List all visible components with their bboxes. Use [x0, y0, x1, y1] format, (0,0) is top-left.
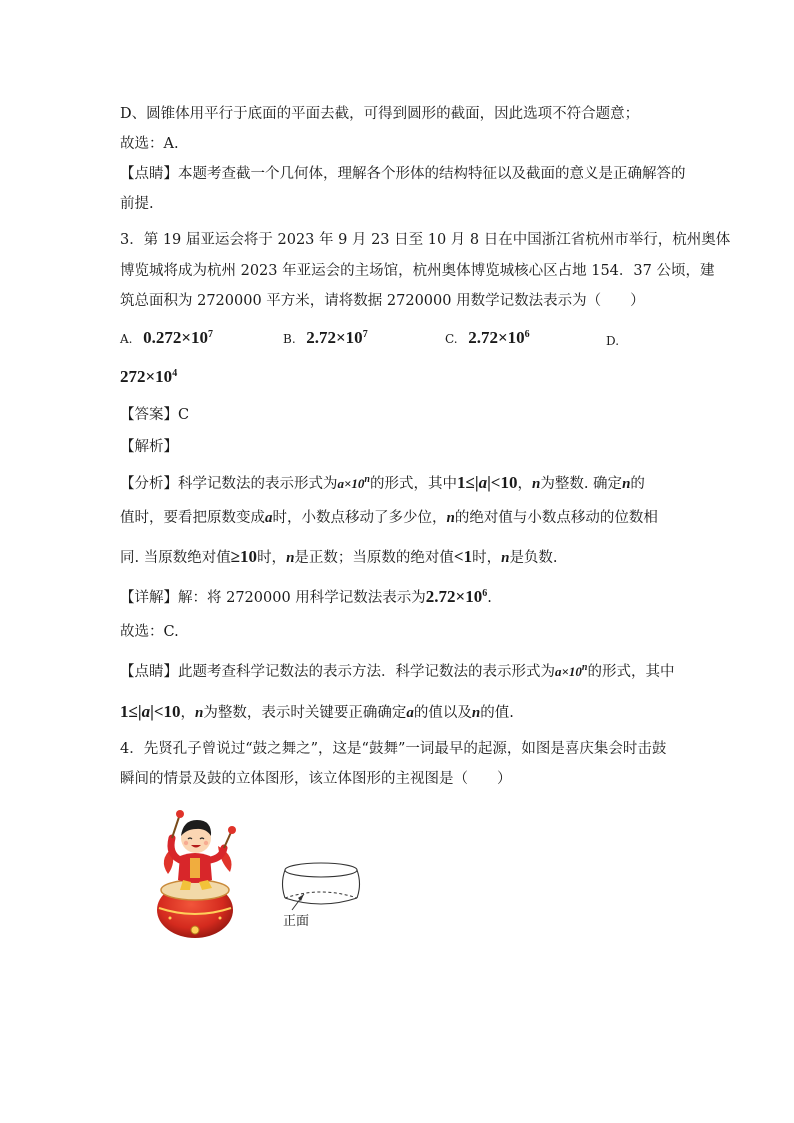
math: n — [622, 476, 631, 492]
math-sup: n — [364, 474, 370, 485]
text: 值时，要看把原数变成 — [120, 510, 265, 526]
option-label: B. — [283, 332, 296, 346]
option-a — [120, 328, 213, 349]
text: 同. 当原数绝对值 — [120, 550, 231, 566]
math: a×10 — [555, 664, 582, 679]
math-sup: 6 — [482, 588, 488, 599]
math: a — [406, 705, 414, 721]
math: n — [471, 705, 481, 721]
text: 的值. — [480, 705, 514, 721]
math: a — [265, 510, 273, 526]
text: 为整数. 确定 — [540, 476, 623, 492]
analysis-line — [120, 473, 645, 494]
text-line: 故选：C. — [120, 624, 179, 640]
note-line — [120, 702, 514, 723]
text: 的绝对值与小数点移动的位数相 — [454, 510, 658, 526]
option-exponent: 7 — [208, 329, 214, 340]
text: 【分析】科学记数法的表示形式为 — [120, 476, 338, 492]
text: 时， — [472, 550, 502, 566]
option-b — [283, 328, 368, 349]
text-line: 故选：A. — [120, 136, 179, 152]
question-4-text: 4．先贤孔子曾说过“鼓之舞之”，这是“鼓舞”一词最早的起源，如图是喜庆集会时击鼓 — [120, 741, 667, 757]
math: n — [532, 476, 541, 492]
option-exponent: 7 — [362, 329, 368, 340]
math-sup: n — [581, 662, 588, 673]
text: 是正数；当原数的绝对值 — [294, 550, 454, 566]
math: ≥10 — [230, 547, 258, 566]
question-3-text: 3．第 19 届亚运会将于 2023 年 9 月 23 日至 10 月 8 日在中国浙江省杭州市举行，杭州奥体 — [120, 232, 731, 248]
text: 的 — [630, 476, 645, 492]
option-c — [445, 328, 530, 349]
text-line: 【点睛】本题考查截一个几何体，理解各个形体的结构特征以及截面的意义是正确解答的 — [120, 166, 686, 182]
question-4-text: 瞬间的情景及鼓的立体图形，该立体图形的主视图是（ ） — [120, 771, 512, 787]
text: ， — [517, 476, 532, 492]
text-line: D、圆锥体用平行于底面的平面去截，可得到圆形的截面，因此选项不符合题意； — [120, 106, 640, 122]
math: n — [195, 705, 204, 721]
analysis-line — [120, 547, 558, 568]
math: a — [478, 473, 488, 492]
answer: 【答案】C — [120, 407, 190, 423]
text: 时， — [257, 550, 287, 566]
math: n — [286, 550, 295, 566]
math: |<10 — [487, 473, 518, 492]
text: 为整数，表示时关键要正确确定 — [203, 705, 407, 721]
arrow-head — [298, 894, 304, 901]
math: 2.72×10 — [425, 587, 483, 606]
math: <1 — [453, 547, 473, 566]
option-exponent: 4 — [172, 368, 178, 379]
math: n — [446, 510, 455, 526]
math: |<10 — [150, 702, 181, 721]
option-value: 2.72×10 — [468, 328, 525, 347]
math: 1≤| — [456, 473, 479, 492]
question-3-text: 博览城将成为杭州 2023 年亚运会的主场馆，杭州奥体博览城核心区占地 154．37 公顷，建 — [120, 263, 715, 279]
option-value: 272×10 — [120, 367, 173, 386]
option-label: C. — [445, 332, 458, 346]
text: 的值以及 — [413, 705, 472, 721]
text: ， — [180, 705, 196, 721]
note-line — [120, 662, 674, 682]
text: 【点睛】此题考查科学记数法的表示方法．科学记数法的表示形式为 — [120, 664, 555, 680]
text: 的形式，其中 — [369, 476, 457, 492]
text: . — [487, 590, 492, 606]
text: 是负数. — [509, 550, 558, 566]
option-d-label: D. — [606, 334, 620, 348]
option-value: 0.272×10 — [143, 328, 209, 347]
option-label: A. — [120, 332, 133, 346]
option-exponent: 6 — [524, 329, 530, 340]
math: 1≤| — [120, 702, 142, 721]
analysis-line — [120, 508, 658, 528]
math: n — [501, 550, 510, 566]
option-value: 2.72×10 — [306, 328, 363, 347]
text: 时，小数点移动了多少位， — [272, 510, 447, 526]
question-3-text: 筑总面积为 2720000 平方米，请将数据 2720000 用数学记数法表示为（ ） — [120, 293, 645, 309]
drummer-illustration — [150, 808, 242, 940]
analysis-heading: 【解析】 — [120, 439, 178, 455]
text: 【详解】解：将 2720000 用科学记数法表示为 — [120, 590, 426, 606]
figure-label-front: 正面 — [283, 914, 310, 929]
math: a — [141, 702, 151, 721]
detail-line — [120, 587, 492, 608]
math: a×10 — [337, 476, 365, 491]
option-d — [120, 367, 177, 388]
text: 的形式，其中 — [587, 664, 675, 680]
text-line: 前提. — [120, 196, 154, 212]
